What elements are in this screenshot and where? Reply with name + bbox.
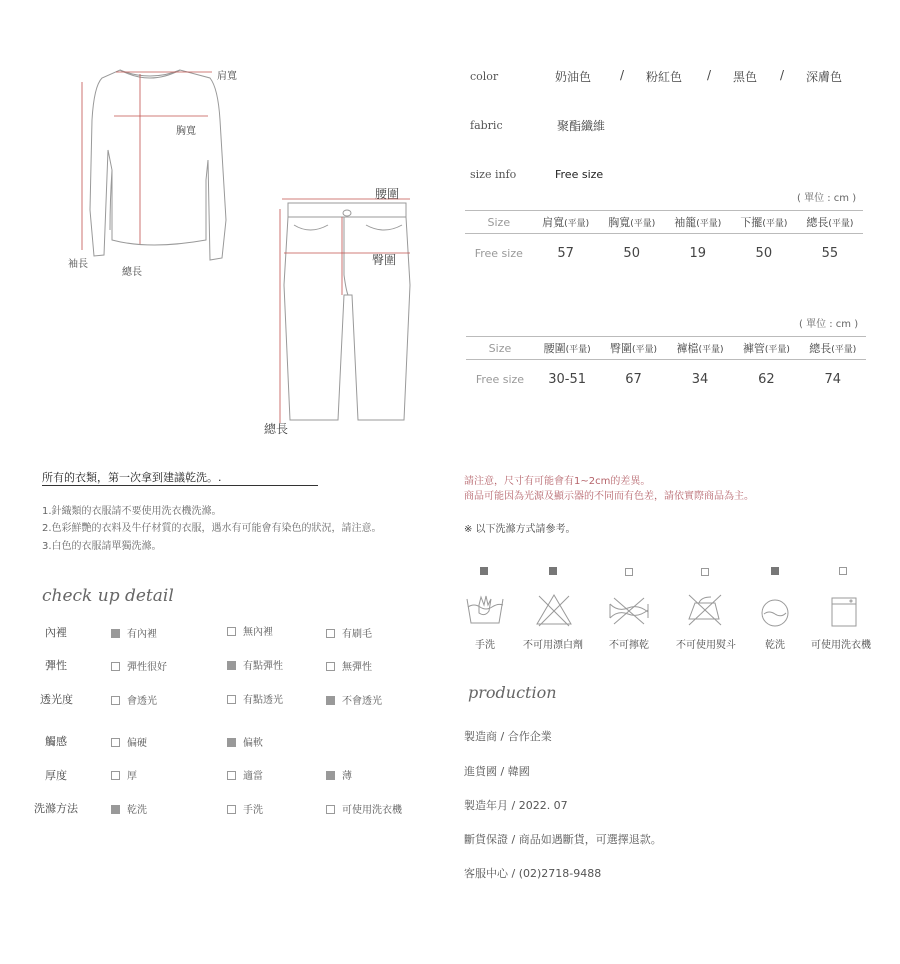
top-size-table — [465, 210, 863, 272]
table-cell: 57 — [557, 245, 574, 261]
check-option: 有點彈性 — [227, 657, 283, 672]
checkbox-empty-icon — [227, 627, 236, 636]
check-category: 彈性 — [45, 659, 67, 672]
table-cell: 67 — [625, 371, 642, 387]
color-separator: / — [707, 68, 712, 82]
table-cell: Free size — [474, 246, 523, 260]
table-header: Size — [465, 211, 533, 234]
wash-method-label: 不可使用熨斗 — [676, 640, 736, 651]
table-header: 下擺(平量) — [731, 211, 797, 234]
production-manufacturer: 製造商 / 合作企業 — [464, 730, 552, 743]
no-iron-icon — [685, 593, 725, 627]
table-cell: 74 — [824, 371, 842, 387]
table-header: 腰圍(平量) — [534, 337, 600, 360]
checkbox-checked-icon — [326, 771, 335, 780]
check-option: 無內裡 — [227, 623, 273, 638]
wash-check-empty-icon — [839, 567, 847, 575]
wash-check-empty-icon — [701, 568, 709, 576]
check-option: 不會透光 — [326, 692, 382, 707]
size-info-value: Free size — [555, 168, 604, 181]
shirt-diagram — [60, 60, 250, 280]
checkbox-empty-icon — [227, 695, 236, 704]
pants-length-label: 總長 — [264, 422, 289, 436]
fabric-value: 聚酯纖維 — [557, 119, 606, 133]
check-category: 內裡 — [45, 626, 67, 639]
checkbox-empty-icon — [227, 805, 236, 814]
pants-hip-label: 臀圍 — [372, 253, 397, 267]
check-option: 會透光 — [111, 692, 157, 707]
table-cell: 55 — [821, 245, 839, 261]
production-made-date: 製造年月 / 2022. 07 — [464, 799, 568, 812]
checkbox-empty-icon — [326, 662, 335, 671]
shirt-shoulder-label: 肩寬 — [217, 71, 237, 82]
production-service: 客服中心 / (02)2718-9488 — [464, 867, 602, 880]
table-header: 臀圍(平量) — [600, 337, 666, 360]
checkbox-checked-icon — [111, 805, 120, 814]
checkbox-empty-icon — [326, 805, 335, 814]
size-info-label: size info — [470, 168, 517, 181]
washing-machine-icon — [830, 596, 858, 628]
size-diff-notice: 請注意，尺寸有可能會有1~2cm的差異。 — [464, 476, 651, 487]
check-option: 有點透光 — [227, 691, 283, 706]
shirt-length-label: 總長 — [122, 267, 142, 278]
color-value-1: 奶油色 — [555, 70, 592, 84]
check-option: 薄 — [326, 767, 352, 782]
care-notice-underline — [42, 485, 318, 486]
production-stock-guarantee: 斷貨保證 / 商品如遇斷貨，可選擇退款。 — [464, 833, 662, 846]
table-header: Size — [466, 337, 534, 360]
check-category: 透光度 — [40, 693, 73, 706]
check-option: 有刷毛 — [326, 625, 372, 640]
no-wring-icon — [608, 596, 650, 626]
wash-check-checked-icon — [480, 567, 488, 575]
top-unit-note: ( 單位 : cm ) — [797, 193, 857, 204]
table-cell: Free size — [475, 372, 525, 386]
check-option: 偏硬 — [111, 734, 147, 749]
pants-unit-note: ( 單位 : cm ) — [799, 319, 859, 330]
check-option: 可使用洗衣機 — [326, 801, 402, 816]
wash-check-checked-icon — [549, 567, 557, 575]
table-header-row — [465, 211, 863, 234]
pants-diagram — [270, 195, 420, 430]
check-option: 無彈性 — [326, 658, 372, 673]
care-notice-line: 2.色彩鮮艷的衣料及牛仔材質的衣服，遇水有可能會有染色的狀況，請注意。 — [42, 523, 382, 534]
table-row — [465, 234, 863, 273]
checkbox-empty-icon — [111, 738, 120, 747]
table-row — [466, 360, 866, 399]
care-notice-title: 所有的衣類，第一次拿到建議乾洗。. — [42, 471, 222, 484]
wash-method-label: 可使用洗衣機 — [811, 640, 871, 651]
check-option: 彈性很好 — [111, 658, 167, 673]
table-header: 袖籠(平量) — [665, 211, 731, 234]
table-cell: 62 — [758, 371, 775, 387]
shirt-sleeve-label: 袖長 — [68, 259, 88, 270]
wash-check-empty-icon — [625, 568, 633, 576]
check-detail-title: check up detail — [42, 586, 174, 606]
checkbox-empty-icon — [111, 662, 120, 671]
table-header-row — [466, 337, 866, 360]
checkbox-checked-icon — [227, 738, 236, 747]
table-header: 總長(平量) — [797, 211, 863, 234]
color-label: color — [470, 70, 499, 83]
shirt-chest-label: 胸寬 — [176, 126, 196, 137]
table-cell: 30-51 — [548, 371, 587, 387]
hand-wash-icon — [465, 593, 505, 627]
color-value-3: 黑色 — [733, 70, 758, 84]
checkbox-checked-icon — [326, 696, 335, 705]
pants-waist-label: 腰圍 — [375, 187, 400, 201]
check-category: 觸感 — [45, 735, 67, 748]
color-separator: / — [620, 68, 625, 82]
check-option: 偏軟 — [227, 734, 263, 749]
wash-method-label: 乾洗 — [765, 640, 785, 651]
wash-reference-note: ※ 以下洗滌方式請參考。 — [464, 524, 576, 535]
dry-clean-icon — [760, 598, 790, 628]
table-header: 總長(平量) — [800, 337, 866, 360]
check-option: 適當 — [227, 767, 263, 782]
no-bleach-icon — [535, 593, 573, 627]
fabric-label: fabric — [470, 119, 503, 132]
wash-method-label: 不可擰乾 — [609, 640, 649, 651]
production-title: production — [468, 683, 557, 702]
checkbox-checked-icon — [227, 661, 236, 670]
table-cell: 34 — [691, 371, 709, 387]
color-value-4: 深膚色 — [806, 70, 843, 84]
check-option: 厚 — [111, 767, 137, 782]
table-header: 褲檔(平量) — [667, 337, 733, 360]
checkbox-empty-icon — [326, 629, 335, 638]
check-option: 乾洗 — [111, 801, 147, 816]
check-option: 有內裡 — [111, 625, 157, 640]
table-header: 褲管(平量) — [733, 337, 799, 360]
production-import-country: 進貨國 / 韓國 — [464, 765, 530, 778]
care-notice-line: 3.白色的衣服請單獨洗滌。 — [42, 541, 162, 552]
table-cell: 19 — [689, 245, 707, 261]
table-header: 胸寬(平量) — [599, 211, 665, 234]
table-cell: 50 — [623, 245, 640, 261]
care-notice-line: 1.針織類的衣服請不要使用洗衣機洗滌。 — [42, 506, 222, 517]
check-option: 手洗 — [227, 801, 263, 816]
color-separator: / — [780, 68, 785, 82]
color-value-2: 粉紅色 — [646, 70, 683, 84]
checkbox-empty-icon — [111, 771, 120, 780]
color-diff-notice: 商品可能因為光源及顯示器的不同而有色差，請依實際商品為主。 — [464, 491, 754, 502]
wash-method-label: 手洗 — [475, 640, 495, 651]
checkbox-empty-icon — [227, 771, 236, 780]
table-cell: 50 — [755, 245, 773, 261]
pants-size-table — [466, 336, 866, 398]
check-category: 厚度 — [45, 769, 67, 782]
wash-check-checked-icon — [771, 567, 779, 575]
checkbox-empty-icon — [111, 696, 120, 705]
check-category: 洗滌方法 — [34, 802, 78, 815]
table-header: 肩寬(平量) — [533, 211, 599, 234]
wash-method-label: 不可用漂白劑 — [523, 640, 583, 651]
checkbox-checked-icon — [111, 629, 120, 638]
